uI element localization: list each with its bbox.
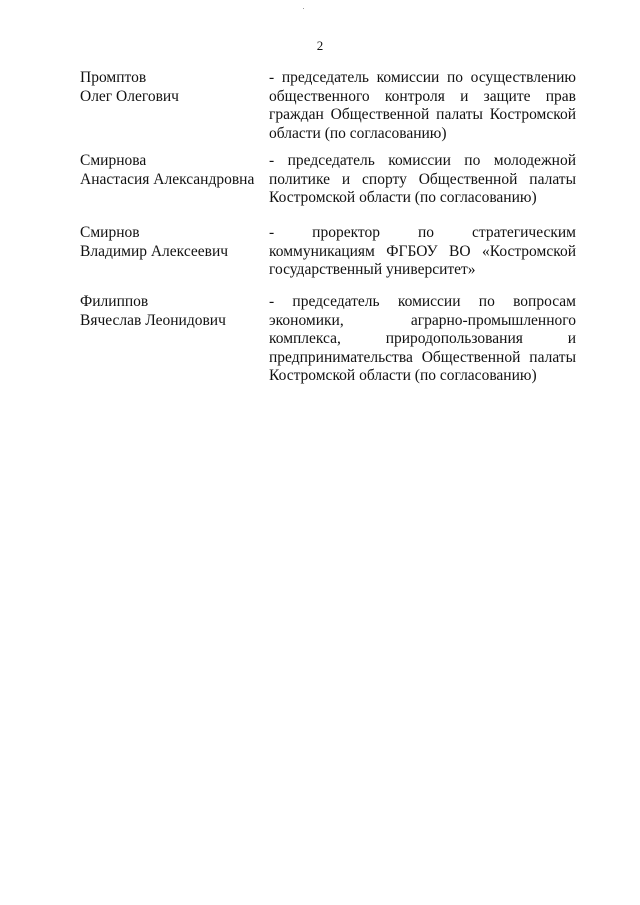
member-surname: Смирнова — [80, 152, 147, 169]
member-name — [80, 69, 260, 106]
member-surname: Филиппов — [80, 293, 149, 310]
member-role: - проректор по стратегическим коммуникациям ФГБОУ ВО «Костромской государственный университет» — [269, 224, 576, 278]
member-role: - председатель комиссии по вопросам экономики, аграрно-промышленного комплекса, природопользования и предпринимательства Общественной палаты Костромской области (по согласованию) — [269, 293, 576, 384]
member-role: - председатель комиссии по осуществлению общественного контроля и защите прав граждан Общественной палаты Костромской области (по согласованию) — [269, 69, 576, 142]
member-surname: Смирнов — [80, 224, 140, 241]
member-given-names: Владимир Алексеевич — [80, 242, 229, 260]
scan-speck — [303, 8, 304, 9]
member-role: - председатель комиссии по молодежной политике и спорту Общественной палаты Костромской области (по согласованию) — [269, 152, 576, 206]
member-name — [80, 293, 260, 330]
page-number: 2 — [316, 38, 324, 53]
member-surname: Промптов — [80, 69, 147, 86]
member-name — [80, 224, 260, 261]
member-given-names: Анастасия Александровна — [80, 170, 255, 188]
member-given-names: Олег Олегович — [80, 87, 179, 105]
member-given-names: Вячеслав Леонидович — [80, 311, 226, 329]
member-name — [80, 152, 260, 189]
